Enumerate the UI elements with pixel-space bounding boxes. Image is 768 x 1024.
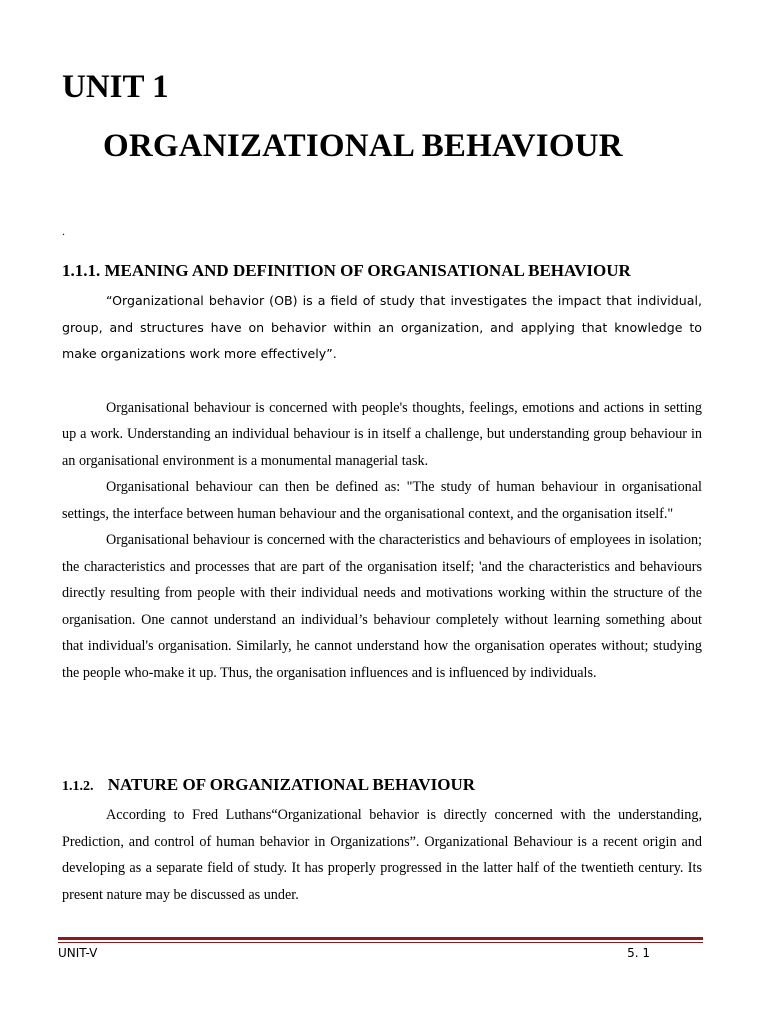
paragraph: Organisational behaviour is concerned with the characteristics and behaviours of employees in isolation; the characteristics and processes that are part of the organisation itself; 'and the characteristics and behaviours directly resulting from people with their individual needs and motivations working within the structure of the organisation. One cannot understand an individual’s behaviour completely without learning something about that individual's organisation. Similarly, he cannot understand how the organisation operates without; studying the people who-make it up. Thus, the organisation influences and is influenced by individuals. [62,532,702,681]
paragraph: “Organizational behavior (OB) is a field of study that investigates the impact that individual, group, and structures have on behavior within an organization, and applying that knowledge to make organizations work more effectively”. [62,293,702,361]
section-heading [62,774,702,798]
section-nature [62,774,702,908]
section-heading [62,260,702,282]
paragraph: Organisational behaviour is concerned with people's thoughts, feelings, emotions and actions in setting up a work. Understanding an individual behaviour is in itself a challenge, but understanding group behaviour in an organisational environment is a monumental managerial task. [62,399,702,469]
page-title: ORGANIZATIONAL BEHAVIOUR [103,128,623,164]
paragraph: Organisational behaviour can then be defined as: "The study of human behaviour in organisational settings, the interface between human behaviour and the organisational context, and the organisation itself." [62,479,702,522]
section-meaning-definition [62,260,702,686]
page-number: 5. 1 [627,946,650,960]
section-number: 1.1.1. [62,261,101,280]
paragraph: According to Fred Luthans“Organizational behavior is directly concerned with the understanding, Prediction, and control of human behavior in Organizations”. Organizational Behaviour is a recent origin and developing as a separate field of study. It has properly progressed in the latter half of the twentieth century. Its present nature may be discussed as under. [62,807,702,903]
section-number: 1.1.2. [62,779,94,794]
footer-rule [58,937,703,940]
footer-unit-label: UNIT-V [58,946,98,960]
unit-label: UNIT 1 [62,69,169,105]
footer-rule-thin [58,942,703,943]
dot-mark: . [62,224,65,238]
section-title: MEANING AND DEFINITION OF ORGANISATIONAL BEHAVIOUR [104,261,631,280]
section-title: NATURE OF ORGANIZATIONAL BEHAVIOUR [107,775,476,794]
